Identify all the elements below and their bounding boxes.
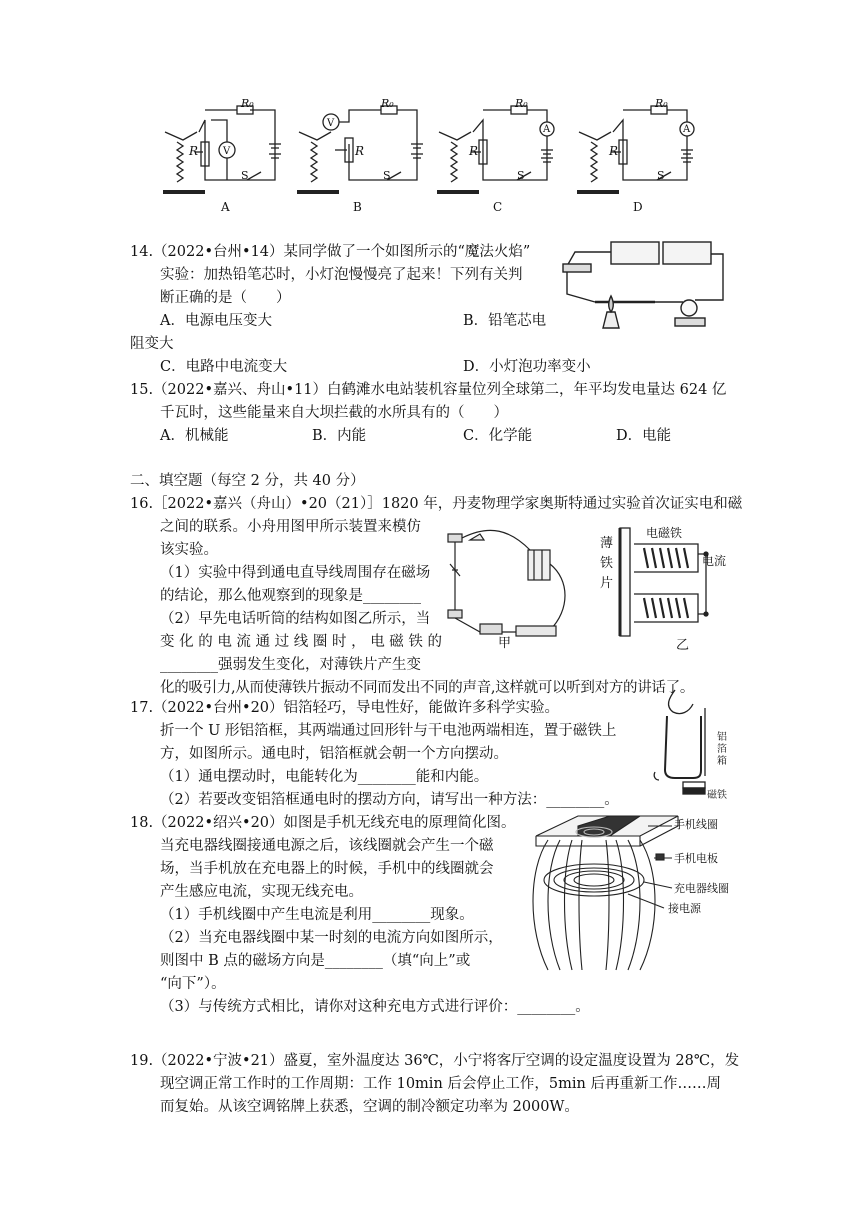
q16-line4: （1）实验中得到通电直导线周围存在磁场 xyxy=(160,565,431,581)
circuit-d-s: S xyxy=(657,169,665,182)
circuit-b-r0: R₀ xyxy=(381,97,394,110)
q18-line8: “向下”）。 xyxy=(160,976,226,992)
circuit-c-s: S xyxy=(517,169,525,182)
q18-line2: 当充电器线圈接通电源之后，该线圈就会产生一个磁 xyxy=(160,838,494,854)
q16-line2: 之间的联系。小舟用图甲所示装置来模仿 xyxy=(160,519,421,535)
circuit-label-d: D xyxy=(633,200,643,214)
q14-option-b-cont: 阻变大 xyxy=(130,336,174,352)
fig-label-thin-2: 铁 xyxy=(600,556,614,571)
fig-label-charger-coil: 充电器线圈 xyxy=(674,882,729,895)
circuit-label-a: A xyxy=(221,200,230,214)
q19-line2: 现空调正常工作时的工作周期：工作 10min 后会停止工作，5min 后再重新工作……周 xyxy=(160,1076,721,1092)
circuit-c-r0: R₀ xyxy=(515,97,528,110)
q16-line6: （2）早先电话听筒的结构如图乙所示，当 xyxy=(160,611,431,627)
circuit-diagrams xyxy=(155,97,715,220)
circuit-label-c: C xyxy=(493,200,503,214)
circuit-c xyxy=(437,106,554,192)
circuit-b-v: V xyxy=(327,118,335,129)
q18-line1: 18.（2022•绍兴•20）如图是手机无线充电的原理简化图。 xyxy=(130,815,516,831)
q19-line3: 而复始。从该空调铭牌上获悉，空调的制冷额定功率为 2000W。 xyxy=(160,1099,579,1115)
q18-line5: （1）手机线圈中产生电流是利用________现象。 xyxy=(160,907,474,923)
foil-frame-figure xyxy=(645,688,735,800)
q17-line5: （2）若要改变铝箔框通电时的摆动方向，请写出一种方法：________。 xyxy=(160,792,619,808)
circuit-a-s: S xyxy=(241,169,249,182)
section-heading: 二、填空题（每空 2 分，共 40 分） xyxy=(130,473,365,489)
q15-option-c: C．化学能 xyxy=(463,428,533,444)
q14-line3: 断正确的是（ ） xyxy=(160,290,291,306)
circuit-d-r0: R₀ xyxy=(655,97,668,110)
q15-option-d: D．电能 xyxy=(616,428,672,444)
fig-label-foil-2: 箔 xyxy=(717,744,727,755)
q15-line1: 15.（2022•嘉兴、舟山•11）白鹤滩水电站装机容量位列全球第二，年平均发电量达 624 亿 xyxy=(130,382,727,398)
q17-line3: 方，如图所示。通电时，铝箔框就会朝一个方向摆动。 xyxy=(160,746,508,762)
fig-label-power: 接电源 xyxy=(668,902,701,915)
circuit-label-b: B xyxy=(353,200,362,214)
q14-option-d: D．小灯泡功率变小 xyxy=(463,359,591,375)
circuit-a-r: R xyxy=(189,144,199,158)
fig-label-thin-3: 片 xyxy=(600,576,614,591)
q14-option-b: B．铅笔芯电 xyxy=(463,313,547,329)
telephone-receiver-figure-yi xyxy=(598,524,733,656)
circuit-c-a: A xyxy=(543,124,551,135)
fig-label-foil-3: 箱 xyxy=(717,756,727,767)
q14-line1: 14.（2022•台州•14）某同学做了一个如图所示的“魔法火焰” xyxy=(130,244,531,260)
fig-label-electromagnet: 电磁铁 xyxy=(646,526,683,540)
fig-label-yi: 乙 xyxy=(676,638,690,653)
q17-line4: （1）通电摆动时，电能转化为________能和内能。 xyxy=(160,769,489,785)
q14-option-c: C．电路中电流变大 xyxy=(160,359,288,375)
magic-flame-figure xyxy=(555,236,730,331)
circuit-c-r: R xyxy=(469,144,479,158)
q16-line3: 该实验。 xyxy=(160,542,218,558)
q16-line5: 的结论，那么他观察到的现象是________ xyxy=(160,588,421,604)
circuit-b-r: R xyxy=(355,144,365,158)
q15-option-b: B．内能 xyxy=(312,428,367,444)
circuit-d-a: A xyxy=(683,124,691,135)
circuit-a-r0: R₀ xyxy=(241,97,254,110)
q15-option-a: A．机械能 xyxy=(160,428,229,444)
fig-label-jia: 甲 xyxy=(498,636,512,651)
circuit-svg xyxy=(155,100,715,220)
wireless-charging-figure xyxy=(528,810,740,980)
circuit-a xyxy=(163,106,281,192)
q15-line2: 千瓦时，这些能量来自大坝拦截的水所具有的（ ） xyxy=(160,405,508,421)
circuit-d xyxy=(577,106,694,192)
q17-line2: 折一个 U 形铝箔框，其两端通过回形针与干电池两端相连，置于磁铁上 xyxy=(160,723,617,739)
q18-line6: （2）当充电器线圈中某一时刻的电流方向如图所示， xyxy=(160,930,503,946)
circuit-d-r: R xyxy=(609,144,619,158)
fig-label-thin-1: 薄 xyxy=(600,536,614,551)
q16-line7: 变 化 的 电 流 通 过 线 圈 时 ， 电 磁 铁 的 xyxy=(160,634,443,650)
q16-line8: ________强弱发生变化，对薄铁片产生变 xyxy=(160,657,421,673)
q19-line1: 19.（2022•宁波•21）盛夏，室外温度达 36℃，小宁将客厅空调的设定温度设置为 28℃，发 xyxy=(130,1053,740,1069)
fig-label-phone-board: 手机电板 xyxy=(674,852,718,865)
q18-line7: 则图中 B 点的磁场方向是________（填“向上”或 xyxy=(160,953,471,969)
oersted-figure-jia xyxy=(440,520,590,655)
fig-label-current: 电流 xyxy=(702,554,727,568)
q18-line3: 场，当手机放在充电器上的时候，手机中的线圈就会 xyxy=(160,861,494,877)
q16-line9: 化的吸引力,从而使薄铁片振动不同而发出不同的声音,这样就可以听到对方的讲话了。 xyxy=(160,680,695,696)
q17-line1: 17.（2022•台州•20）铝箔轻巧，导电性好，能做许多科学实验。 xyxy=(130,700,560,716)
q18-line4: 产生感应电流，实现无线充电。 xyxy=(160,884,363,900)
q14-option-a: A．电源电压变大 xyxy=(160,313,272,329)
q16-line1: 16.［2022•嘉兴（舟山）•20（21）］1820 年，丹麦物理学家奥斯特通过实验首次证实电和磁 xyxy=(130,496,743,512)
fig-label-phone-coil: 手机线圈 xyxy=(674,818,718,831)
q18-line9: （3）与传统方式相比，请你对这种充电方式进行评价：________。 xyxy=(160,999,590,1015)
fig-label-foil-1: 铝 xyxy=(717,732,727,743)
q14-line2: 实验：加热铅笔芯时，小灯泡慢慢亮了起来！下列有关判 xyxy=(160,267,523,283)
fig-label-magnet: 磁铁 xyxy=(707,790,727,801)
circuit-b-s: S xyxy=(383,169,391,182)
circuit-a-v: V xyxy=(223,146,231,157)
